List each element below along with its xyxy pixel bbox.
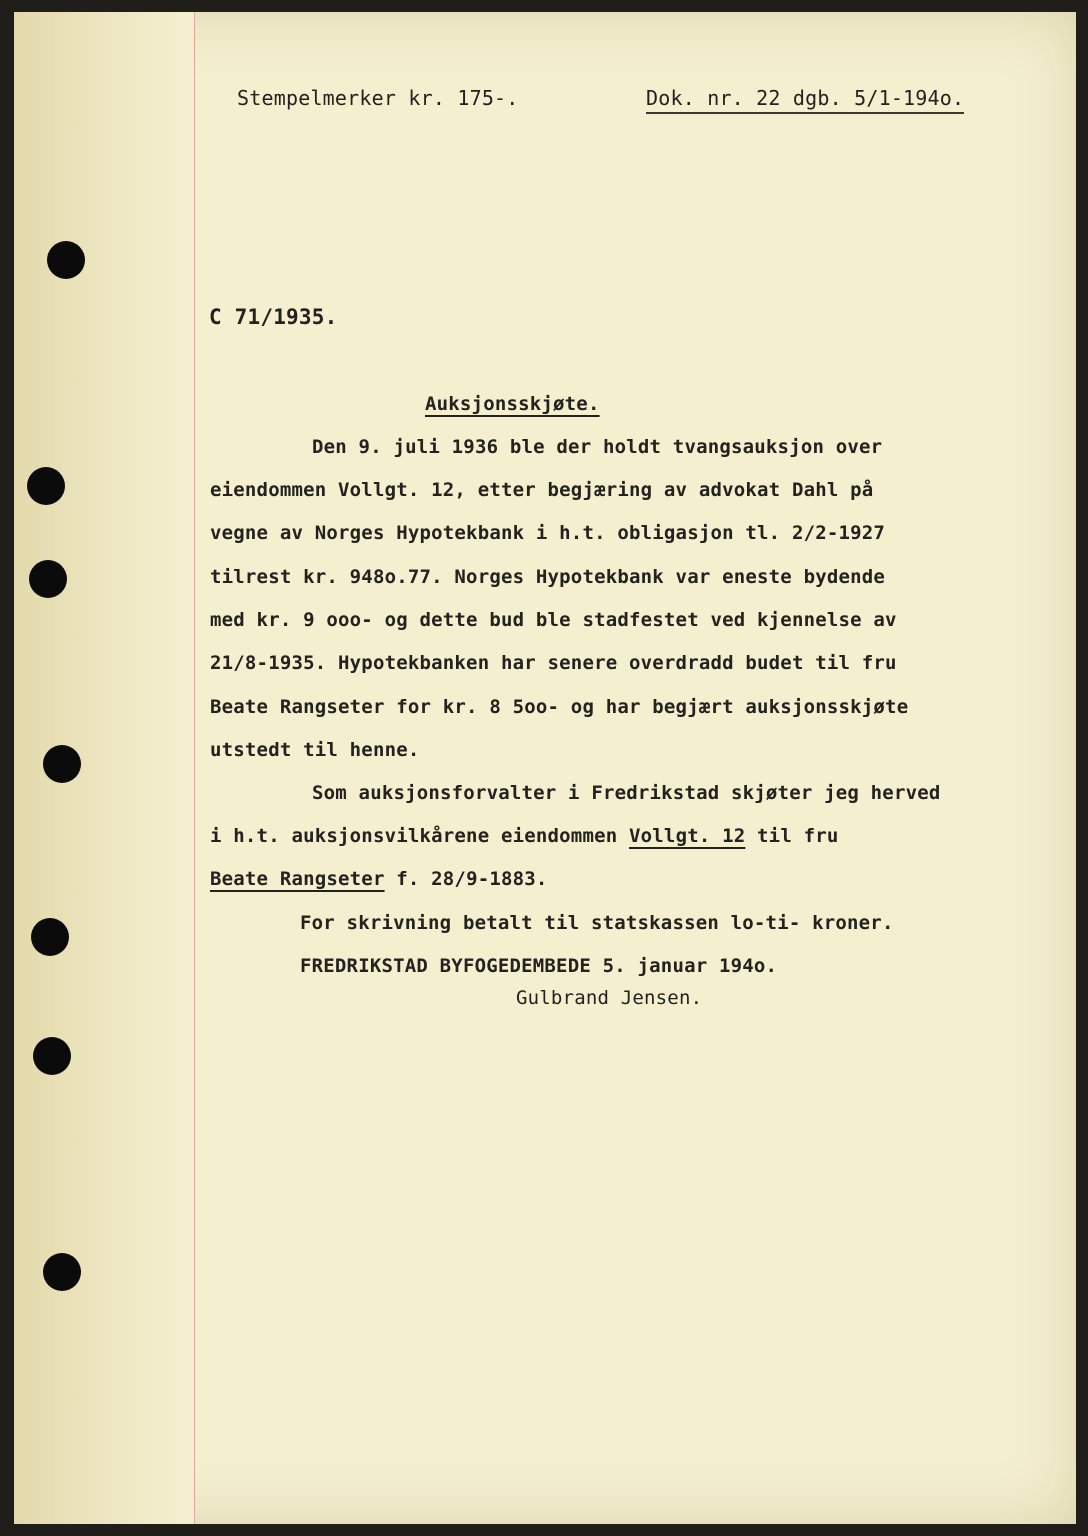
- case-number: C 71/1935.: [209, 305, 338, 329]
- body-line: [210, 868, 548, 890]
- binding-spine: [14, 12, 194, 1524]
- body-line: Beate Rangseter for kr. 8 5oo- og har begjært auksjonsskjøte: [210, 696, 909, 718]
- signature-name: Gulbrand Jensen.: [516, 987, 703, 1009]
- stamp-duty-note: Stempelmerker kr. 175-.: [237, 86, 519, 110]
- fee-note: For skrivning betalt til statskassen lo-ti- kroner.: [300, 912, 894, 934]
- property-name: Vollgt. 12: [629, 825, 746, 847]
- body-line: utstedt til henne.: [210, 739, 420, 761]
- body-line: Den 9. juli 1936 ble der holdt tvangsauksjon over: [312, 436, 883, 458]
- punch-hole-icon: [31, 918, 69, 956]
- document-page: [14, 12, 1076, 1524]
- document-title: Auksjonsskjøte.: [425, 393, 600, 415]
- body-line: vegne av Norges Hypotekbank i h.t. obligasjon tl. 2/2-1927: [210, 522, 886, 544]
- punch-hole-icon: [33, 1037, 71, 1075]
- body-line: Som auksjonsforvalter i Fredrikstad skjøter jeg herved: [312, 782, 941, 804]
- punch-hole-icon: [43, 745, 81, 783]
- body-line: tilrest kr. 948o.77. Norges Hypotekbank var eneste bydende: [210, 566, 886, 588]
- body-line: eiendommen Vollgt. 12, etter begjæring av advokat Dahl på: [210, 479, 874, 501]
- punch-hole-icon: [47, 241, 85, 279]
- body-line: [210, 825, 839, 847]
- document-reference: Dok. nr. 22 dgb. 5/1-194o.: [646, 86, 964, 114]
- punch-hole-icon: [29, 560, 67, 598]
- body-text: f. 28/9-1883.: [396, 868, 548, 890]
- office-date-line: FREDRIKSTAD BYFOGEDEMBEDE 5. januar 194o.: [300, 955, 778, 977]
- margin-rule: [194, 12, 195, 1524]
- body-line: med kr. 9 ooo- og dette bud ble stadfestet ved kjennelse av: [210, 609, 897, 631]
- body-text: til fru: [757, 825, 839, 847]
- owner-name: Beate Rangseter: [210, 868, 385, 890]
- punch-hole-icon: [27, 467, 65, 505]
- body-line: 21/8-1935. Hypotekbanken har senere overdradd budet til fru: [210, 652, 897, 674]
- punch-hole-icon: [43, 1253, 81, 1291]
- body-text: i h.t. auksjonsvilkårene eiendommen: [210, 825, 618, 847]
